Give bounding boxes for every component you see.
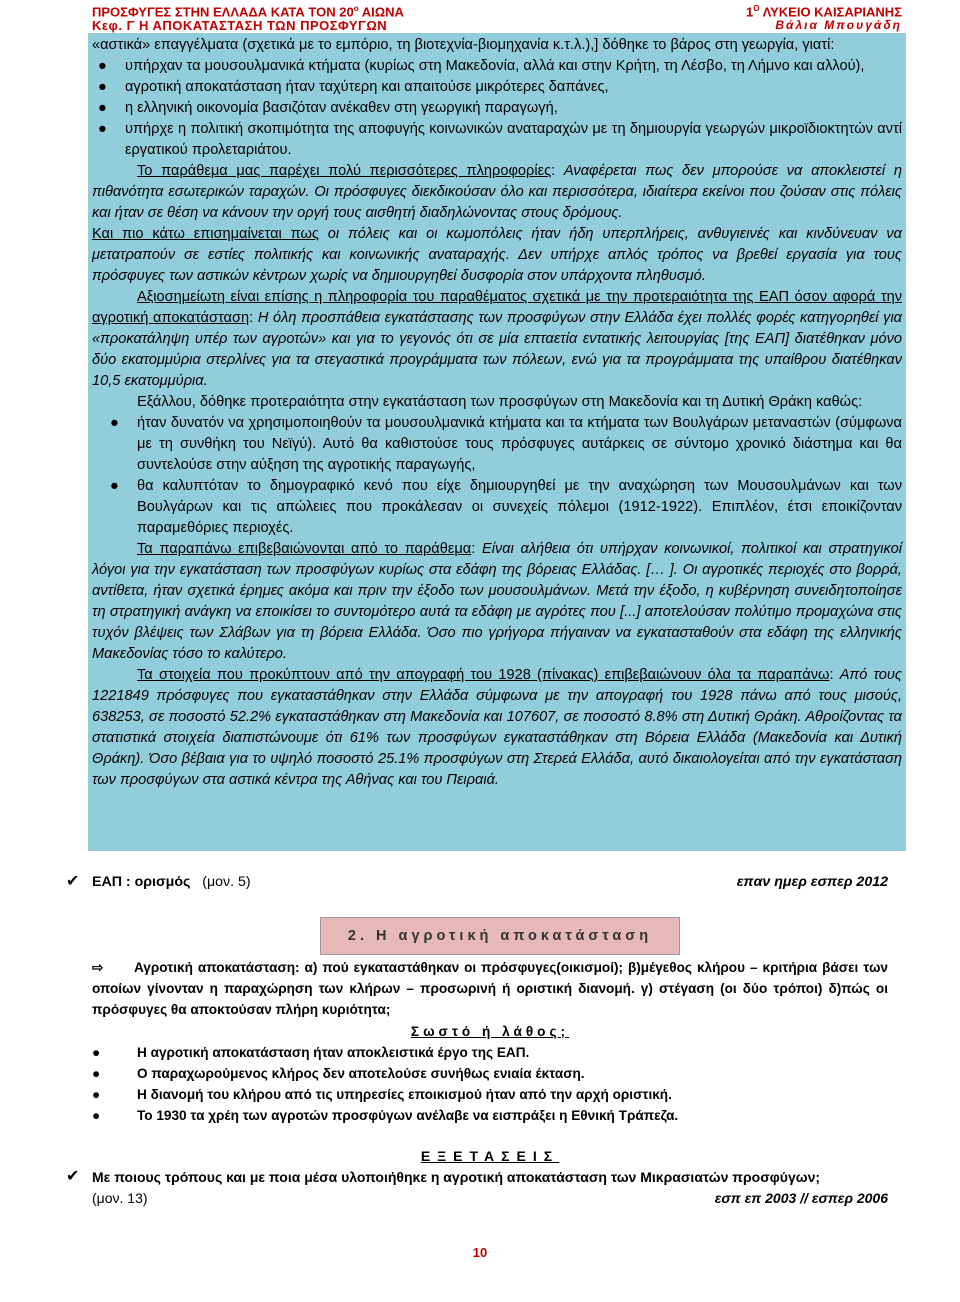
- list-item: ● Ο παραχωρούμενος κλήρος δεν αποτελούσε συνήθως ενιαία έκταση.: [92, 1066, 585, 1082]
- paragraph: Το παράθεμα μας παρέχει πολύ περισσότερες πληροφορίες: Αναφέρεται πως δεν μπορούσε να αποκλειστεί η πιθανότητα εσωτερικών ταραχών. Οι πρόσφυγες διεκδικούσαν όλο και περισσότερα, ιδιαίτερα εκείνοι που ζούσαν στις πόλεις και ήταν σε θέση να κάνουν την οργή τους αισθητή διαδηλώνοντας στους δρόμους.: [92, 163, 903, 221]
- list-item: ● υπήρχαν τα μουσουλμανικά κτήματα (κυρίως στη Μακεδονία, αλλά και στην Κρήτη, τη Λέσβο, τη Λήμνο και αλλού),: [98, 58, 865, 74]
- highlighted-text-box: [88, 33, 906, 851]
- list-item: ● Το 1930 τα χρέη των αγροτών προσφύγων ανέλαβε να εισπράξει η Εθνική Τράπεζα.: [92, 1108, 679, 1124]
- page-header: [92, 4, 902, 34]
- section-title: 2. Η αγροτική αποκατάσταση: [320, 917, 680, 955]
- intro-paragraph: «αστικά» επαγγέλματα (σχετικά με το εμπόριο, τη βιοτεχνία-βιομηχανία κ.τ.λ.),] δόθηκε το βάρος στη γεωργία, γιατί:: [92, 37, 835, 53]
- paragraph: Τα στοιχεία που προκύπτουν από την απογραφή του 1928 (πίνακας) επιβεβαιώνουν όλα τα παραπάνω: Από τους 1221849 πρόσφυγες που εγκαταστάθηκαν στην Ελλάδα σύμφωνα με την απογραφή του 1928 πάνω από τους μισούς, 638253, σε ποσοστό 52.2% εγκαταστάθηκαν στη Μακεδονία και 107607, σε ποσοστό 8.8% στη Δυτική Θράκη. Αθροίζοντας τα στατιστικά στοιχεία διαπιστώνουμε ότι 61% των προσφύγων εγκαταστάθηκαν στη Βόρεια Ελλάδα (Μακεδονία και Δυτική Θράκη). Όσο βέβαια για το υψηλό ποσοστό 25.1% προσφύγων στη Στερεά Ελλάδα, αυτό δικαιολογείται από την εγκατάσταση των προσφύγων στα αστικά κέντρα της Αθήνας και του Πειραιά.: [92, 667, 903, 788]
- paragraph: Εξάλλου, δόθηκε προτεραιότητα στην εγκατάσταση των προσφύγων στη Μακεδονία και τη Δυτική Θράκη καθώς:: [137, 394, 863, 410]
- list-item: ● θα καλυπτόταν το δημογραφικό κενό που είχε δημιουργηθεί με την αναχώρηση των Μουσουλμάνων και των Βουλγάρων και τις απώλειες που προκάλεσαν οι συνεχείς πόλεμοι (1912-1922). Επιπλέον, έτσι εποικίζονταν παραμεθόριες περιοχές.: [110, 478, 902, 536]
- list-item: ● αγροτική αποκατάσταση ήταν ταχύτερη και απαιτούσε μικρότερες δαπάνες,: [98, 79, 609, 95]
- list-item: ● Η διανομή του κλήρου από τις υπηρεσίες εποικισμού ήταν από την αρχή οριστική.: [92, 1087, 672, 1103]
- list-item: ● Η αγροτική αποκατάσταση ήταν αποκλειστικά έργο της ΕΑΠ.: [92, 1044, 530, 1060]
- list-item: ● υπήρχε η πολιτική σκοπιμότητα της αποφυγής κοινωνικών αναταραχών με τη δημιουργία γεωργών μικροϊδιοκτητών αντί εργατικού προλεταριάτου.: [98, 121, 902, 158]
- header-chapter: Κεφ. Γ Η ΑΠΟΚΑΤΑΣΤΑΣΗ ΤΩΝ ΠΡΟΣΦΥΓΩΝ: [92, 18, 388, 33]
- checkmark-icon: ✔: [66, 873, 80, 890]
- exams-title: ΕΞΕΤΑΣΕΙΣ: [420, 1148, 560, 1164]
- eap-question-row: ΕΑΠ : ορισμός (μον. 5) επαν ημερ εσπερ 2012: [92, 874, 888, 890]
- exam-reference: εσπ επ 2003 // εσπερ 2006: [714, 1190, 888, 1206]
- exam-reference: επαν ημερ εσπερ 2012: [736, 874, 888, 890]
- question-block: ⇨ Αγροτική αποκατάσταση: α) πού εγκαταστάθηκαν οι πρόσφυγες(οικισμοί); β)μέγεθος κλήρου – κριτήρια βάσει των οποίων γίνονταν η παραχώρηση των κλήρων – προσωρινή ή οριστική διανομή. γ) στέγαση (οι δύο τρόποι) δ)πώς οι πρόσφυγες θα αποκτούσαν πλήρη κυριότητα; Σωστό ή λάθος; ● Η αγροτική αποκατάσταση ήταν αποκλειστικά έργο της ΕΑΠ. ● Ο παραχωρούμενος κλήρος δεν αποτελούσε συνήθως ενιαία έκταση. ● Η διανομή του κλήρου από τις υπηρεσίες εποικισμού ήταν από την αρχή οριστική. ● Το 1930 τα χρέη των αγροτών προσφύγων ανέλαβε να εισπράξει η Εθνική Τράπεζα.: [92, 957, 888, 1127]
- header-school: $1^O$ ΛΥΚΕΙΟ ΚΑΙΣΑΡΙΑΝΗΣ: [746, 4, 902, 20]
- paragraph: Τα παραπάνω επιβεβαιώνονται από το παράθεμα: Είναι αλήθεια ότι υπήρχαν κοινωνικοί, πολιτικοί και στρατηγικοί λόγοι για την εγκατάσταση των προσφύγων κυρίως στα εδάφη της βόρειας Ελλάδας. [… ]. Οι αγροτικές περιοχές στο βορρά, αντίθετα, ήταν σχετικά έρημες ακόμα και πριν την έξοδο των μουσουλμάνων. Μετά την έξοδο, η κυβέρνηση συνειδητοποίησε τη στρατηγική ανάγκη να εποικίσει το συντομότερο αυτά τα εδάφη με αγρότες που [...] αποτελούσαν πολύτιμο προμαχώνα στις τυχόν βλέψεις των Σλάβων για τη βόρεια Ελλάδα. Όσο πιο γρήγορα πήγαιναν να εγκατασταθούν στα εδάφη της ελληνικής Μακεδονίας τόσο το καλύτερο.: [92, 541, 903, 662]
- header-title: ΠΡΟΣΦΥΓΕΣ ΣΤΗΝ ΕΛΛΑΔΑ ΚΑΤΑ ΤΟΝ $20^o$ ΑΙΩΝΑ: [92, 4, 404, 20]
- paragraph: Αξιοσημείωτη είναι επίσης η πληροφορία του παραθέματος σχετικά με την προτεραιότητα της ΕΑΠ όσον αφορά την αγροτική αποκατάσταση: Η όλη προσπάθεια εγκατάστασης των προσφύγων στην Ελλάδα έχει πολλές φορές κατηγορηθεί για «προκατάληψη υπέρ των αγροτών» και για το γεγονός ότι σε μία επταετία εντατικής λειτουργίας [της ΕΑΠ] διατέθηκαν μόνο δύο εκατομμύρια στερλίνες για τα στεγαστικά προγράμματα των πόλεων, ενώ για τα προγράμματα της υπαίθρου διατέθηκαν 10,5 εκατομμύρια.: [92, 289, 903, 389]
- arrow-icon: ⇨: [92, 960, 104, 975]
- header-author: Βάλια Μπουγάδη: [775, 18, 902, 32]
- exams-question: Με ποιους τρόπους και με ποια μέσα υλοποιήθηκε η αγροτική αποκατάσταση των Μικρασιατών προσφύγων;: [92, 1169, 821, 1185]
- page-number: 10: [472, 1245, 488, 1260]
- list-item: ● η ελληνική οικονομία βασιζόταν ανέκαθεν στη γεωργική παραγωγή,: [98, 100, 558, 116]
- checkmark-icon: ✔: [66, 1168, 80, 1185]
- answer-heading: Σωστό ή λάθος;: [410, 1023, 570, 1039]
- list-item: ● ήταν δυνατόν να χρησιμοποιηθούν τα μουσουλμανικά κτήματα και τα κτήματα των Βουλγάρων μεταναστών (σύμφωνα με τη συνθήκη του Νεϊγύ). Αυτό θα καθιστούσε τους πρόσφυγες αυτάρκεις σε σύντομο χρονικό διάστημα και θα συντελούσε στην αύξηση της αγροτικής παραγωγής,: [110, 415, 902, 473]
- exams-block: ΕΞΕΤΑΣΕΙΣ Με ποιους τρόπους και με ποια μέσα υλοποιήθηκε η αγροτική αποκατάσταση των Μικρασιατών προσφύγων; (μον. 13) εσπ επ 2003 // εσπερ 2006: [92, 1146, 888, 1209]
- paragraph: Και πιο κάτω επισημαίνεται πως οι πόλεις και οι κωμοπόλεις ήταν ήδη υπερπλήρεις, ανθυγιεινές και κινδύνευαν να μετατραπούν σε εστίες πολιτικής και κοινωνικής αναταραχής. Δεν υπήρχε απλός τρόπος να βρεθεί εργασία για τους πρόσφυγες των αστικών κέντρων χωρίς να δημιουργηθεί δυσφορία στον υπάρχοντα πληθυσμό.: [92, 226, 903, 284]
